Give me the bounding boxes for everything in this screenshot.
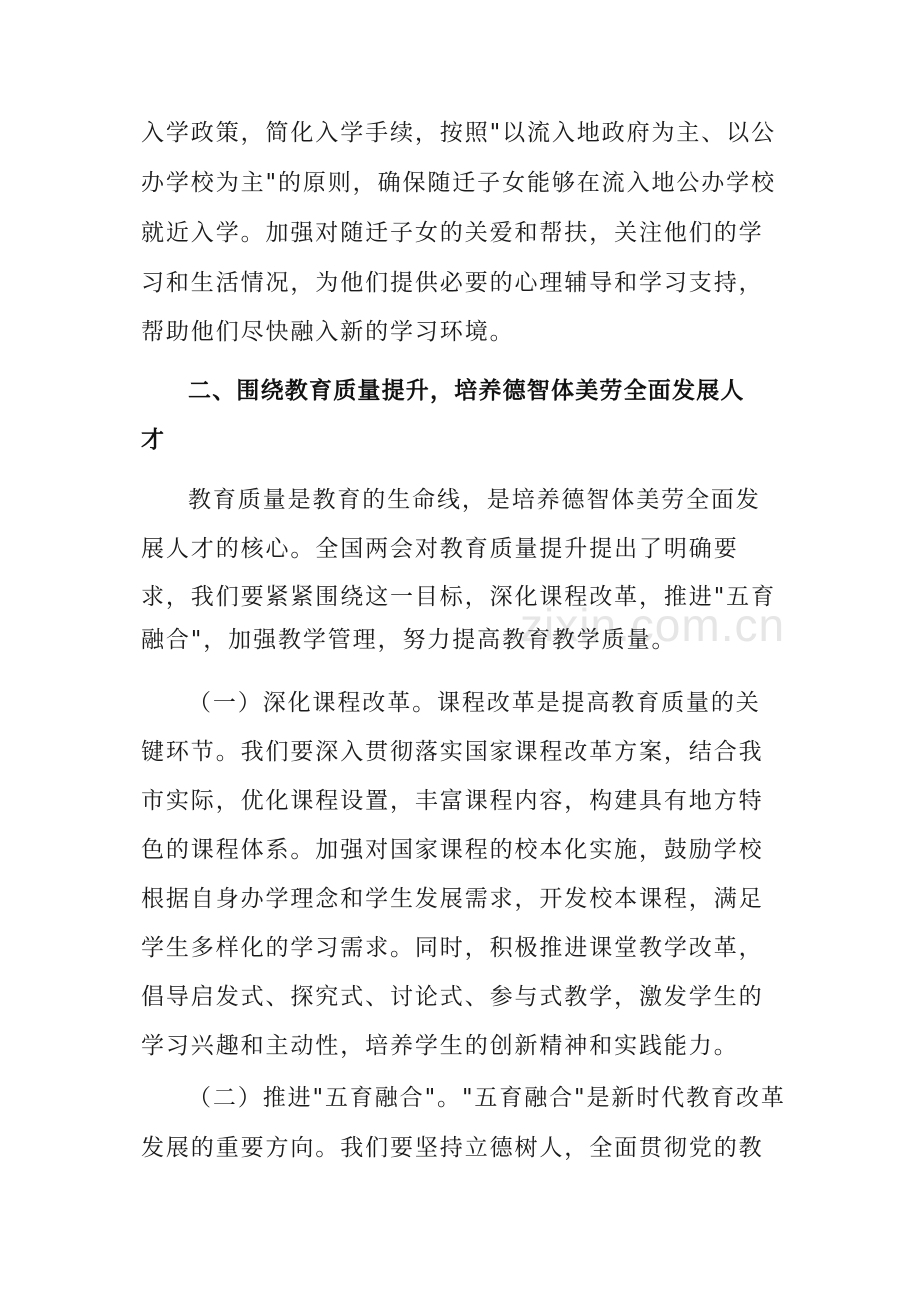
text-line: 色的课程体系。加强对国家课程的校本化实施，鼓励学校: [141, 837, 764, 863]
subsection-first-line: （一）深化课程改革。课程改革是提高教育质量的关: [188, 690, 761, 716]
text-line: 发展的重要方向。我们要坚持立德树人，全面贯彻党的教: [141, 1135, 764, 1161]
text-line: 融合"，加强教学管理，努力提高教育教学质量。: [141, 627, 677, 653]
text-line: 学生多样化的学习需求。同时，积极推进课堂教学改革，: [141, 935, 764, 961]
text-line: 根据自身办学理念和学生发展需求，开发校本课程，满足: [141, 886, 764, 912]
text-line: 帮助他们尽快融入新的学习环境。: [141, 319, 515, 345]
text-line: 办学校为主"的原则，确保随迁子女能够在流入地公办学校: [141, 170, 776, 196]
section-heading-continued: 才: [141, 427, 166, 453]
subsection-first-line: （二）推进"五育融合"。"五育融合"是新时代教育改革: [188, 1085, 786, 1111]
text-line: 就近入学。加强对随迁子女的关爱和帮扶，关注他们的学: [141, 220, 764, 246]
watermark: zixin.com.cn: [520, 599, 786, 651]
paragraph-first-line: 教育质量是教育的生命线，是培养德智体美劳全面发: [188, 487, 761, 513]
section-heading: 二、围绕教育质量提升，培养德智体美劳全面发展人: [188, 378, 745, 404]
text-line: 键环节。我们要深入贯彻落实国家课程改革方案，结合我: [141, 739, 764, 765]
text-line: 入学政策，简化入学手续，按照"以流入地政府为主、以公: [141, 120, 776, 146]
text-line: 求，我们要紧紧围绕这一目标，深化课程改革，推进"五育: [141, 584, 776, 610]
text-line: 市实际，优化课程设置，丰富课程内容，构建具有地方特: [141, 788, 764, 814]
text-line: 展人才的核心。全国两会对教育质量提升提出了明确要: [141, 536, 739, 562]
text-line: 习和生活情况，为他们提供必要的心理辅导和学习支持，: [141, 270, 764, 296]
text-line: 学习兴趣和主动性，培养学生的创新精神和实践能力。: [141, 1033, 739, 1059]
text-line: 倡导启发式、探究式、讨论式、参与式教学，激发学生的: [141, 984, 764, 1010]
